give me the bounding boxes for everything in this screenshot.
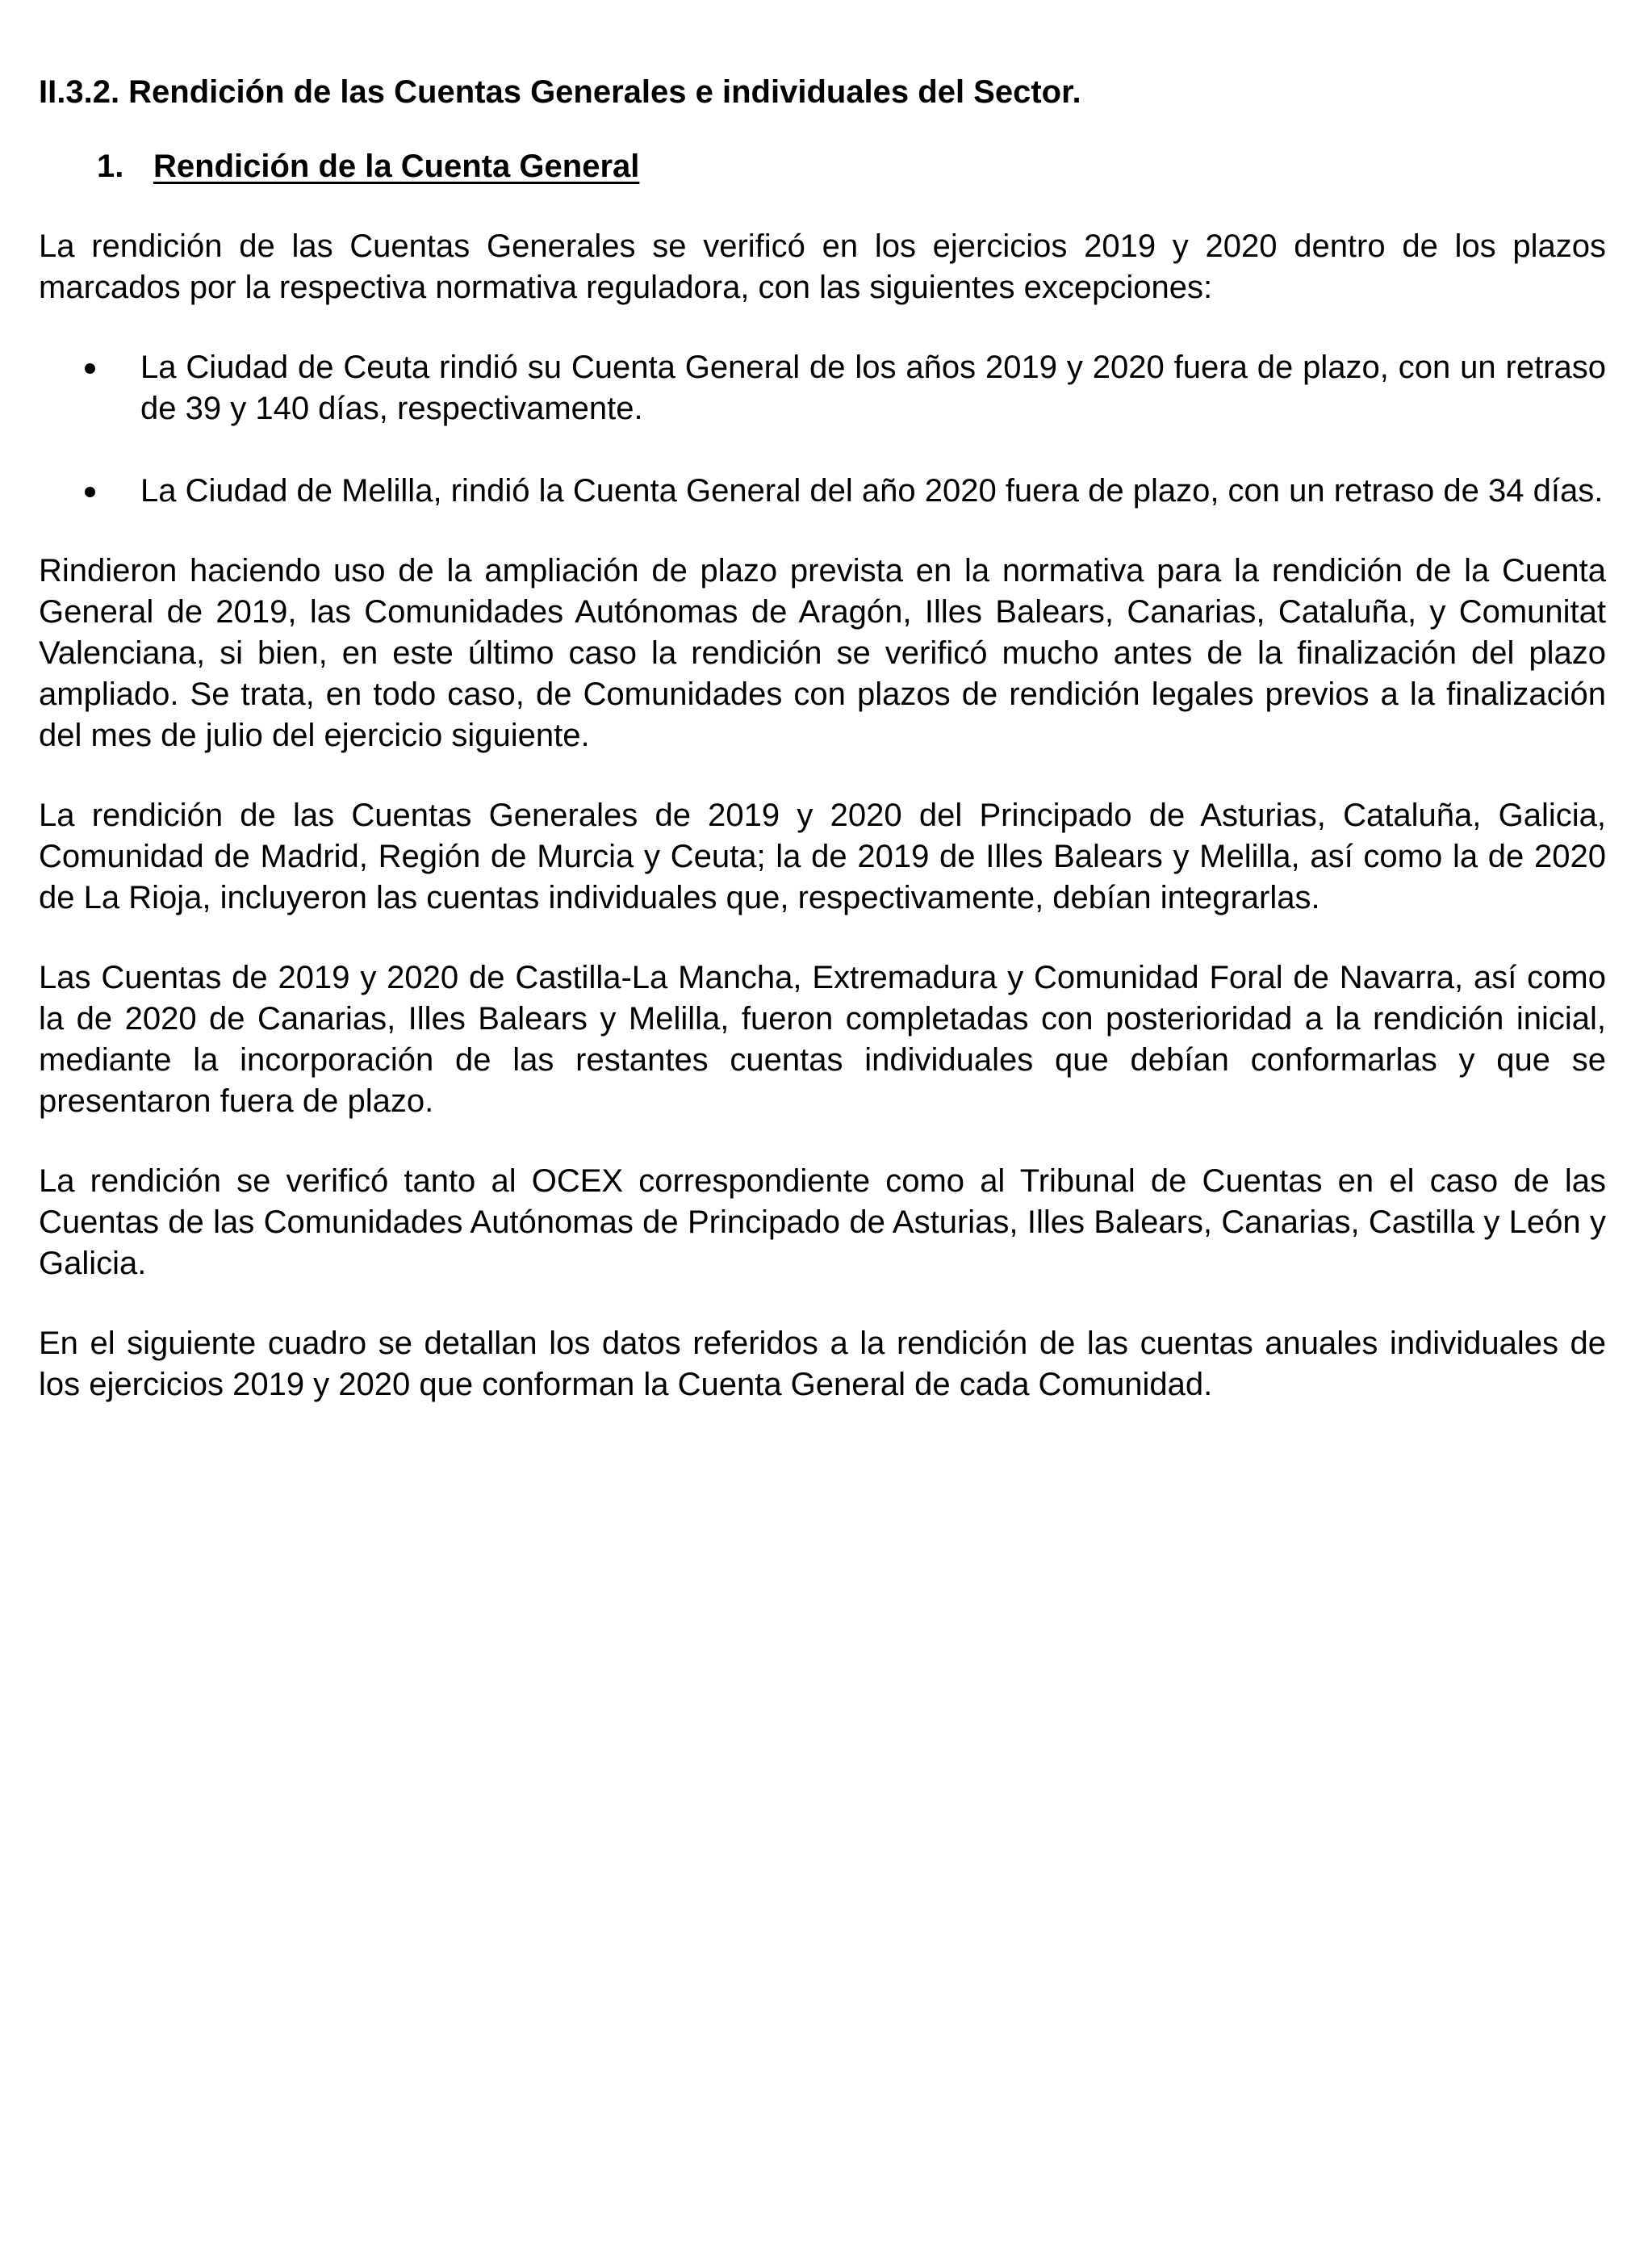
- subsection-number: 1.: [97, 149, 124, 184]
- bullet-icon: [39, 471, 140, 512]
- paragraph-completed-accounts: Las Cuentas de 2019 y 2020 de Castilla-La Mancha, Extremadura y Comunidad Foral de Navarra, así como la de 2020 de Canarias, Illes Balears y Melilla, fueron completadas con posterioridad a la rendición inicial, mediante la incorporación de las restantes cuentas individuales que debían conformarlas y que se presentaron fuera de plazo.: [39, 960, 1606, 1119]
- list-item: [39, 471, 1606, 512]
- list-item-text: La Ciudad de Ceuta rindió su Cuenta General de los años 2019 y 2020 fuera de plazo, con un retraso de 39 y 140 días, respectivamente.: [140, 350, 1606, 426]
- subsection-heading: [97, 145, 1606, 187]
- paragraph-individual-accounts: La rendición de las Cuentas Generales de 2019 y 2020 del Principado de Asturias, Cataluña, Galicia, Comunidad de Madrid, Región de Murcia y Ceuta; la de 2019 de Illes Balears y Melilla, así como la de 2020 de La Rioja, incluyeron las cuentas individuales que, respectivamente, debían integrarlas.: [39, 798, 1606, 915]
- exceptions-list: [39, 347, 1606, 512]
- list-item-text: La Ciudad de Melilla, rindió la Cuenta General del año 2020 fuera de plazo, con un retraso de 34 días.: [140, 473, 1604, 509]
- section-heading: II.3.2. Rendición de las Cuentas Generales e individuales del Sector.: [39, 74, 1081, 110]
- paragraph-ocex: La rendición se verificó tanto al OCEX correspondiente como al Tribunal de Cuentas en el caso de las Cuentas de las Comunidades Autónomas de Principado de Asturias, Illes Balears, Canarias, Castilla y León y Galicia.: [39, 1163, 1606, 1281]
- paragraph-extension: Rindieron haciendo uso de la ampliación de plazo prevista en la normativa para la rendición de la Cuenta General de 2019, las Comunidades Autónomas de Aragón, Illes Balears, Canarias, Cataluña, y Comunitat Valenciana, si bien, en este último caso la rendición se verificó mucho antes de la finalización del plazo ampliado. Se trata, en todo caso, de Comunidades con plazos de rendición legales previos a la finalización del mes de julio del ejercicio siguiente.: [39, 553, 1606, 753]
- list-item: [39, 347, 1606, 429]
- intro-paragraph: La rendición de las Cuentas Generales se verificó en los ejercicios 2019 y 2020 dentro de los plazos marcados por la respectiva normativa reguladora, con las siguientes excepciones:: [39, 228, 1606, 305]
- paragraph-table-intro: En el siguiente cuadro se detallan los datos referidos a la rendición de las cuentas anuales individuales de los ejercicios 2019 y 2020 que conforman la Cuenta General de cada Comunidad.: [39, 1326, 1606, 1402]
- subsection-title: Rendición de la Cuenta General: [153, 149, 640, 184]
- document-page: [39, 71, 1606, 1405]
- bullet-icon: [39, 347, 140, 429]
